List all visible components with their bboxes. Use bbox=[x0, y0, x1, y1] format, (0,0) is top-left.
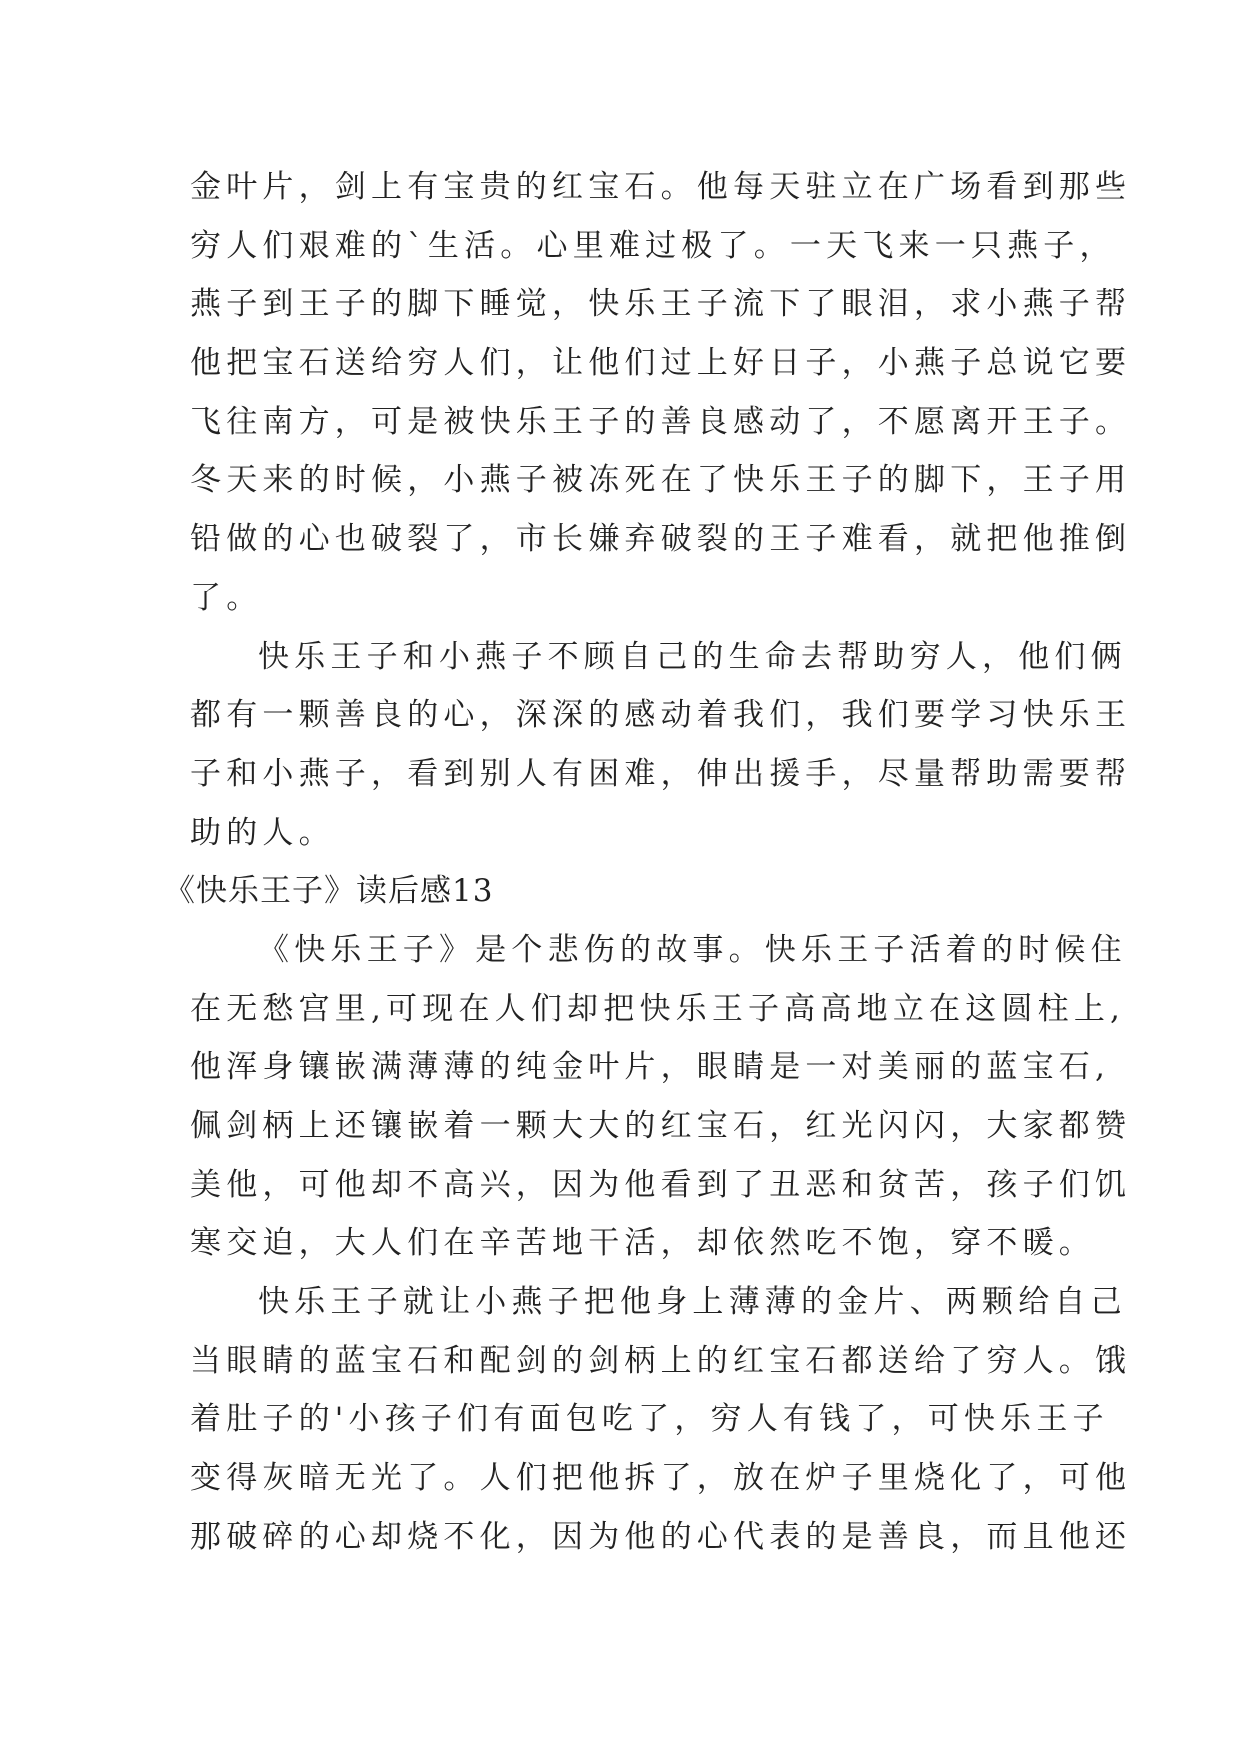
text-line: 穷人们艰难的`生活。心里难过极了。一天飞来一只燕子， bbox=[190, 227, 1116, 264]
text-line: 《快乐王子》是个悲伤的故事。快乐王子活着的时候住 bbox=[258, 931, 1127, 968]
text-line: 变得灰暗无光了。人们把他拆了，放在炉子里烧化了，可他 bbox=[190, 1460, 1132, 1497]
text-line: 寒交迫，大人们在辛苦地干活，却依然吃不饱，穿不暖。 bbox=[190, 1225, 1095, 1262]
text-line: 金叶片，剑上有宝贵的红宝石。他每天驻立在广场看到那些 bbox=[190, 169, 1132, 205]
text-line: 他浑身镶嵌满薄薄的纯金叶片，眼睛是一对美丽的蓝宝石, bbox=[190, 1049, 1111, 1086]
document-body bbox=[164, 158, 1132, 1567]
section-heading-text: 《快乐王子》读后感13 bbox=[164, 873, 494, 910]
text-line: 燕子到王子的脚下睡觉，快乐王子流下了眼泪，求小燕子帮 bbox=[190, 286, 1132, 323]
text-line: 着肚子的'小孩子们有面包吃了，穷人有钱了，可快乐王子 bbox=[190, 1401, 1109, 1438]
text-line: 那破碎的心却烧不化，因为他的心代表的是善良，而且他还 bbox=[190, 1518, 1132, 1555]
text-line: 美他，可他却不高兴，因为他看到了丑恶和贫苦，孩子们饥 bbox=[190, 1166, 1132, 1203]
section-heading bbox=[164, 862, 1060, 921]
text-line: 铅做的心也破裂了，市长嫌弃破裂的王子难看，就把他推倒 bbox=[190, 521, 1132, 558]
text-line: 都有一颗善良的心，深深的感动着我们，我们要学习快乐王 bbox=[190, 697, 1132, 734]
story-summary-section bbox=[190, 158, 1132, 862]
text-line: 当眼睛的蓝宝石和配剑的剑柄上的红宝石都送给了穷人。饿 bbox=[190, 1342, 1132, 1379]
text-line: 子和小燕子，看到别人有困难，伸出援手，尽量帮助需要帮 bbox=[190, 755, 1132, 792]
text-line: 快乐王子和小燕子不顾自己的生命去帮助穷人，他们俩 bbox=[258, 638, 1127, 675]
text-line: 了。 bbox=[190, 579, 263, 616]
text-line: 佩剑柄上还镶嵌着一颗大大的红宝石，红光闪闪，大家都赞 bbox=[190, 1108, 1132, 1144]
text-line: 冬天来的时候，小燕子被冻死在了快乐王子的脚下，王子用 bbox=[190, 462, 1132, 499]
text-line: 快乐王子就让小燕子把他身上薄薄的金片、两颗给自己 bbox=[258, 1284, 1127, 1321]
text-line: 在无愁宫里,可现在人们却把快乐王子高高地立在这圆柱上, bbox=[190, 990, 1126, 1027]
text-line: 助的人。 bbox=[190, 814, 335, 851]
reflection-section bbox=[190, 921, 1132, 1567]
text-line: 他把宝石送给穷人们，让他们过上好日子，小燕子总说它要 bbox=[190, 345, 1132, 382]
text-line: 飞往南方，可是被快乐王子的善良感动了，不愿离开王子。 bbox=[190, 403, 1132, 440]
